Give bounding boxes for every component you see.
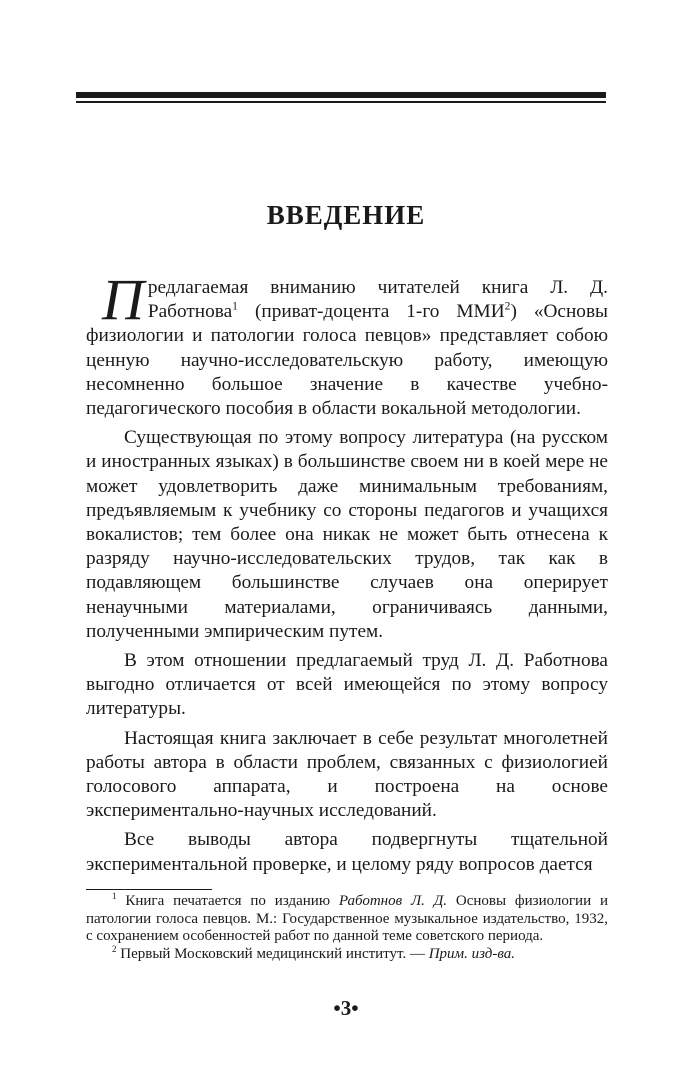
footnotes	[86, 893, 608, 963]
footnote-1-mark: 1	[112, 891, 117, 901]
body-text	[86, 267, 608, 877]
footnote-1	[86, 893, 608, 946]
header-rule-thin	[76, 101, 606, 103]
footnote-1-author: Работнов Л. Д.	[338, 893, 448, 909]
footnote-1-text-a: Книга печатается по изданию	[116, 893, 339, 909]
paragraph-4: Настоящая книга заключает в себе результат многолетней работы автора в области проблем, связанных с физиологией голосового аппарата, и построена на основе экспериментально-научных исследований.	[86, 727, 608, 822]
paragraph-1	[86, 267, 608, 421]
footnote-divider	[86, 889, 212, 890]
footnote-2-text: Первый Московский медицинский институт. —	[116, 945, 429, 962]
paragraph-1-text-a: редлагаемая вниманию читателей книга Л. Д. Работнова	[147, 277, 608, 323]
drop-cap: П	[102, 267, 144, 332]
footnote-ref-2[interactable]: 2	[504, 299, 511, 313]
footnote-1-text-b: Основы физиологии и патологии голоса певцов. М.: Государственное музыкальное издательство, 1932, с сохранением особенностей работ по данной теме советского периода.	[86, 893, 608, 945]
footnote-2-note: Прим. изд-ва.	[428, 945, 516, 962]
paragraph-5: Все выводы автора подвергнуты тщательной экспериментальной проверке, и целому ряду вопросов дается	[86, 829, 608, 875]
page-number: •3•	[333, 996, 359, 1020]
paragraph-1-text-b: (приват-доцента 1-го ММИ	[237, 301, 505, 323]
header-rule-thick	[76, 92, 606, 98]
chapter-title: ВВЕДЕНИЕ	[266, 200, 426, 230]
paragraph-2: Существующая по этому вопросу литература (на русском и иностранных языках) в большинстве своем ни в коей мере не может удовлетворить даже минимальным требованиям, предъявляемым к учебнику со стороны педагогов и учащихся вокалистов; тем более она никак не может быть отнесена к разряду научно-исследовательских трудов, так как в подавляющем большинстве случаев она оперирует ненаучными материалами, ограничиваясь данными, полученными эмпирическим путем.	[86, 427, 608, 642]
paragraph-1-text-c: ) «Основы физиологии и патологии голоса певцов» представляет собою ценную научно-исследовательскую работу, имеющую несомненно большое значение в качестве учебно-педагогического пособия в области вокальной методологии.	[86, 301, 608, 420]
footnote-2	[86, 943, 608, 964]
paragraph-3: В этом отношении предлагаемый труд Л. Д. Работнова выгодно отличается от всей имеющейся по этому вопросу литературы.	[86, 650, 608, 720]
footnote-ref-1[interactable]: 1	[232, 299, 238, 313]
footnote-2-mark: 2	[112, 943, 117, 954]
